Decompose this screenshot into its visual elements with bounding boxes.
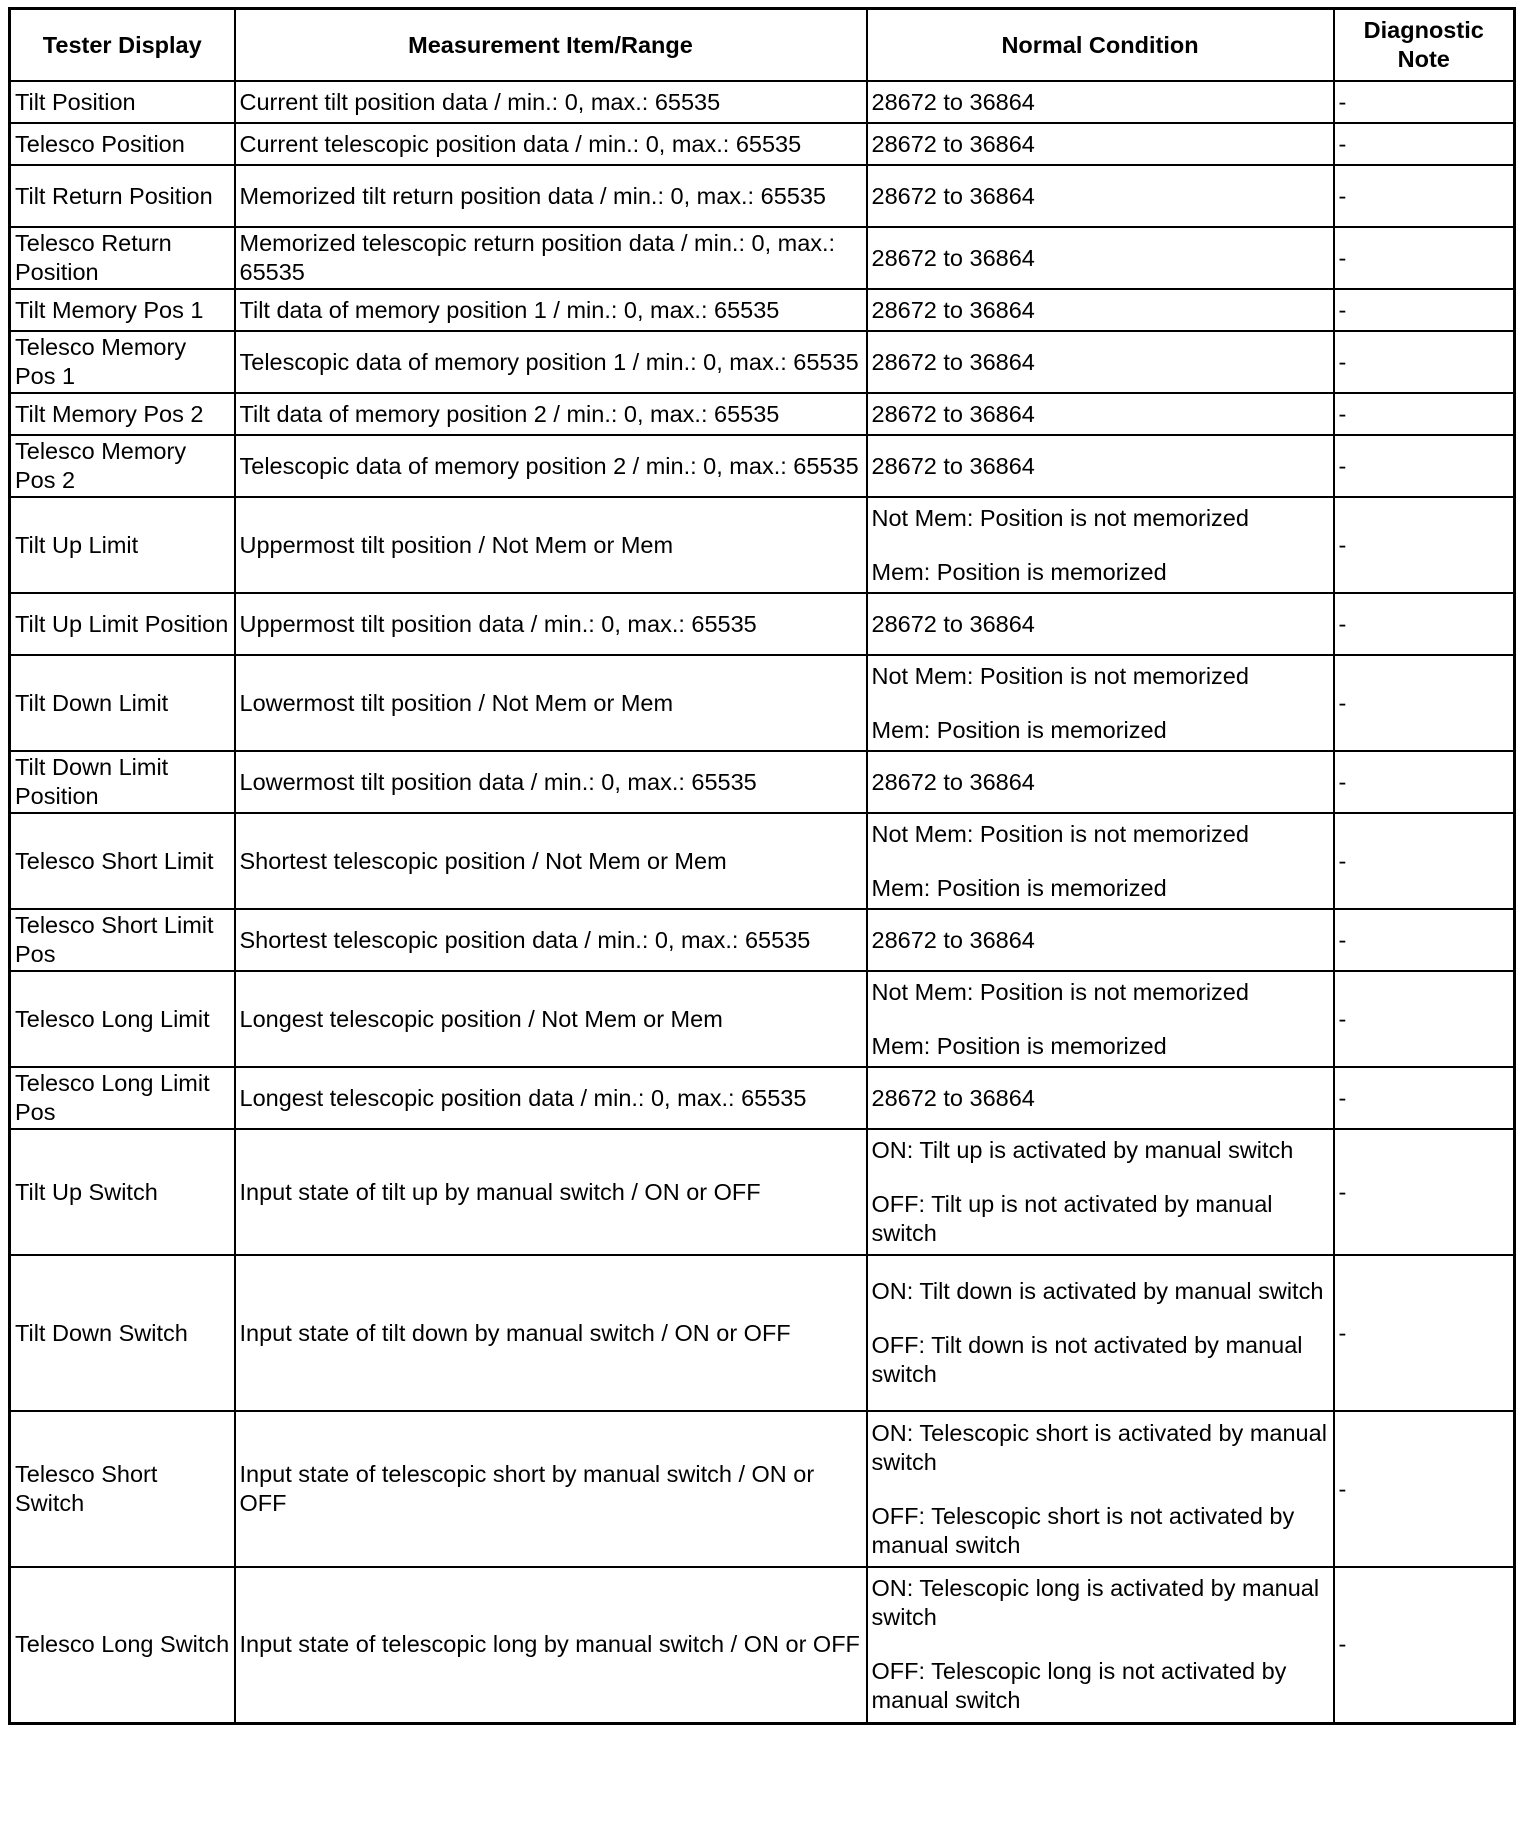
cell-tester-display: Telesco Short Limit Pos	[10, 909, 235, 971]
cell-normal-condition	[867, 393, 1334, 435]
cell-tester-display: Tilt Up Limit Position	[10, 593, 235, 655]
cell-normal-condition	[867, 497, 1334, 593]
cell-tester-display: Tilt Down Limit	[10, 655, 235, 751]
cell-measurement-item: Lowermost tilt position / Not Mem or Mem	[235, 655, 867, 751]
cell-normal-condition	[867, 655, 1334, 751]
cell-measurement-item: Shortest telescopic position data / min.: 0, max.: 65535	[235, 909, 867, 971]
cell-tester-display: Telesco Return Position	[10, 227, 235, 289]
cell-measurement-item: Uppermost tilt position / Not Mem or Mem	[235, 497, 867, 593]
condition-line: Not Mem: Position is not memorized	[871, 978, 1249, 1005]
cell-tester-display: Tilt Memory Pos 1	[10, 289, 235, 331]
condition-line: 28672 to 36864	[871, 452, 1035, 479]
cell-normal-condition	[867, 123, 1334, 165]
cell-measurement-item: Tilt data of memory position 1 / min.: 0, max.: 65535	[235, 289, 867, 331]
header-diagnostic-note: Diagnostic Note	[1334, 9, 1515, 82]
cell-normal-condition	[867, 165, 1334, 227]
data-list-table	[8, 7, 1516, 1725]
condition-line: 28672 to 36864	[871, 768, 1035, 795]
cell-diagnostic-note: -	[1334, 393, 1515, 435]
cell-measurement-item: Tilt data of memory position 2 / min.: 0, max.: 65535	[235, 393, 867, 435]
data-list-table-container	[8, 7, 1516, 1725]
cell-measurement-item: Longest telescopic position / Not Mem or Mem	[235, 971, 867, 1067]
cell-normal-condition	[867, 1567, 1334, 1723]
cell-tester-display: Telesco Memory Pos 1	[10, 331, 235, 393]
cell-diagnostic-note: -	[1334, 1255, 1515, 1411]
table-body	[10, 81, 1515, 1723]
condition-line: 28672 to 36864	[871, 244, 1035, 271]
condition-line: 28672 to 36864	[871, 182, 1035, 209]
condition-line: Mem: Position is memorized	[871, 1032, 1167, 1059]
cell-tester-display: Telesco Long Switch	[10, 1567, 235, 1723]
cell-measurement-item: Memorized tilt return position data / min.: 0, max.: 65535	[235, 165, 867, 227]
cell-measurement-item: Current tilt position data / min.: 0, max.: 65535	[235, 81, 867, 123]
cell-normal-condition	[867, 971, 1334, 1067]
cell-normal-condition	[867, 1411, 1334, 1567]
cell-diagnostic-note: -	[1334, 435, 1515, 497]
cell-tester-display: Tilt Down Switch	[10, 1255, 235, 1411]
cell-measurement-item: Telescopic data of memory position 1 / min.: 0, max.: 65535	[235, 331, 867, 393]
cell-measurement-item: Uppermost tilt position data / min.: 0, max.: 65535	[235, 593, 867, 655]
cell-normal-condition	[867, 1067, 1334, 1129]
cell-measurement-item: Current telescopic position data / min.: 0, max.: 65535	[235, 123, 867, 165]
condition-line: 28672 to 36864	[871, 610, 1035, 637]
cell-diagnostic-note: -	[1334, 81, 1515, 123]
cell-diagnostic-note: -	[1334, 1567, 1515, 1723]
cell-diagnostic-note: -	[1334, 655, 1515, 751]
condition-line: Mem: Position is memorized	[871, 874, 1167, 901]
cell-normal-condition	[867, 331, 1334, 393]
table-header-row	[10, 9, 1515, 82]
cell-normal-condition	[867, 593, 1334, 655]
condition-line: OFF: Tilt up is not activated by manual switch	[871, 1191, 1273, 1246]
condition-line: Not Mem: Position is not memorized	[871, 662, 1249, 689]
condition-line: ON: Tilt up is activated by manual switch	[871, 1137, 1294, 1163]
cell-measurement-item: Shortest telescopic position / Not Mem or Mem	[235, 813, 867, 909]
cell-diagnostic-note: -	[1334, 331, 1515, 393]
cell-tester-display: Telesco Long Limit	[10, 971, 235, 1067]
condition-line: Not Mem: Position is not memorized	[871, 820, 1249, 847]
cell-diagnostic-note: -	[1334, 227, 1515, 289]
condition-line: OFF: Telescopic long is not activated by manual switch	[871, 1658, 1287, 1714]
table-row	[10, 1567, 1515, 1723]
condition-line: ON: Telescopic long is activated by manual switch	[871, 1575, 1320, 1631]
table-row	[10, 435, 1515, 497]
cell-tester-display: Telesco Short Switch	[10, 1411, 235, 1567]
cell-diagnostic-note: -	[1334, 165, 1515, 227]
cell-diagnostic-note: -	[1334, 593, 1515, 655]
table-row	[10, 1129, 1515, 1255]
cell-measurement-item: Input state of tilt up by manual switch / ON or OFF	[235, 1129, 867, 1255]
table-row	[10, 751, 1515, 813]
cell-measurement-item: Input state of tilt down by manual switch / ON or OFF	[235, 1255, 867, 1411]
cell-normal-condition	[867, 435, 1334, 497]
cell-diagnostic-note: -	[1334, 1411, 1515, 1567]
cell-tester-display: Telesco Position	[10, 123, 235, 165]
cell-normal-condition	[867, 289, 1334, 331]
header-measurement-item: Measurement Item/Range	[235, 9, 867, 82]
table-row	[10, 971, 1515, 1067]
cell-diagnostic-note: -	[1334, 751, 1515, 813]
cell-diagnostic-note: -	[1334, 1129, 1515, 1255]
condition-line: 28672 to 36864	[871, 400, 1035, 427]
table-row	[10, 1255, 1515, 1411]
cell-normal-condition	[867, 227, 1334, 289]
cell-tester-display: Tilt Return Position	[10, 165, 235, 227]
table-row	[10, 497, 1515, 593]
table-row	[10, 227, 1515, 289]
condition-line: Not Mem: Position is not memorized	[871, 504, 1249, 531]
condition-line: ON: Tilt down is activated by manual switch	[871, 1278, 1324, 1304]
table-row	[10, 909, 1515, 971]
cell-diagnostic-note: -	[1334, 289, 1515, 331]
cell-normal-condition	[867, 81, 1334, 123]
header-normal-condition: Normal Condition	[867, 9, 1334, 82]
condition-line: ON: Telescopic short is activated by manual switch	[871, 1419, 1327, 1475]
table-row	[10, 123, 1515, 165]
cell-measurement-item: Telescopic data of memory position 2 / min.: 0, max.: 65535	[235, 435, 867, 497]
table-row	[10, 1411, 1515, 1567]
table-row	[10, 289, 1515, 331]
condition-line: Mem: Position is memorized	[871, 716, 1167, 743]
condition-line: 28672 to 36864	[871, 296, 1035, 323]
header-tester-display: Tester Display	[10, 9, 235, 82]
cell-normal-condition	[867, 751, 1334, 813]
cell-diagnostic-note: -	[1334, 813, 1515, 909]
cell-normal-condition	[867, 1129, 1334, 1255]
cell-tester-display: Tilt Down Limit Position	[10, 751, 235, 813]
table-row	[10, 393, 1515, 435]
table-row	[10, 593, 1515, 655]
table-row	[10, 813, 1515, 909]
cell-measurement-item: Input state of telescopic long by manual switch / ON or OFF	[235, 1567, 867, 1723]
cell-tester-display: Tilt Memory Pos 2	[10, 393, 235, 435]
cell-measurement-item: Input state of telescopic short by manual switch / ON or OFF	[235, 1411, 867, 1567]
cell-diagnostic-note: -	[1334, 497, 1515, 593]
table-row	[10, 81, 1515, 123]
condition-line: OFF: Tilt down is not activated by manual switch	[871, 1332, 1303, 1387]
table-row	[10, 1067, 1515, 1129]
condition-line: 28672 to 36864	[871, 130, 1035, 157]
table-row	[10, 655, 1515, 751]
cell-diagnostic-note: -	[1334, 1067, 1515, 1129]
condition-line: 28672 to 36864	[871, 1084, 1035, 1111]
cell-tester-display: Telesco Short Limit	[10, 813, 235, 909]
cell-diagnostic-note: -	[1334, 971, 1515, 1067]
cell-normal-condition	[867, 813, 1334, 909]
cell-tester-display: Tilt Up Limit	[10, 497, 235, 593]
cell-normal-condition	[867, 1255, 1334, 1411]
condition-line: 28672 to 36864	[871, 88, 1035, 115]
table-row	[10, 331, 1515, 393]
condition-line: Mem: Position is memorized	[871, 558, 1167, 585]
condition-line: 28672 to 36864	[871, 348, 1035, 375]
cell-normal-condition	[867, 909, 1334, 971]
table-row	[10, 165, 1515, 227]
condition-line: OFF: Telescopic short is not activated by manual switch	[871, 1502, 1295, 1558]
cell-tester-display: Tilt Up Switch	[10, 1129, 235, 1255]
cell-diagnostic-note: -	[1334, 123, 1515, 165]
condition-line: 28672 to 36864	[871, 926, 1035, 953]
cell-diagnostic-note: -	[1334, 909, 1515, 971]
cell-measurement-item: Lowermost tilt position data / min.: 0, max.: 65535	[235, 751, 867, 813]
cell-measurement-item: Memorized telescopic return position data / min.: 0, max.: 65535	[235, 227, 867, 289]
cell-tester-display: Telesco Memory Pos 2	[10, 435, 235, 497]
cell-tester-display: Tilt Position	[10, 81, 235, 123]
cell-measurement-item: Longest telescopic position data / min.: 0, max.: 65535	[235, 1067, 867, 1129]
cell-tester-display: Telesco Long Limit Pos	[10, 1067, 235, 1129]
